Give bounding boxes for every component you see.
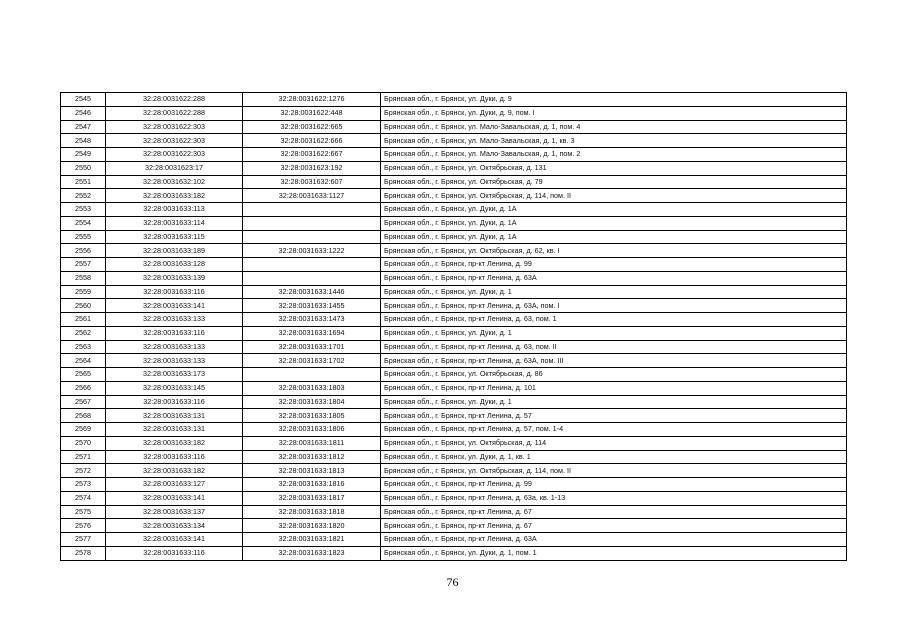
object-cadastral-number-cell: 32:28:0031633:1701 — [243, 340, 381, 354]
land-cadastral-number-cell: 32:28:0031633:145 — [106, 381, 243, 395]
table-row — [61, 478, 847, 492]
address-cell: Брянская обл., г. Брянск, пр-кт Ленина, д. 99 — [381, 258, 847, 272]
table-row — [61, 258, 847, 272]
object-cadastral-number-cell: 32:28:0031633:1702 — [243, 354, 381, 368]
table-row — [61, 230, 847, 244]
land-cadastral-number-cell: 32:28:0031633:141 — [106, 491, 243, 505]
address-cell: Брянская обл., г. Брянск, ул. Октябрьская, д. 114, пом. II — [381, 464, 847, 478]
land-cadastral-number-cell: 32:28:0031633:133 — [106, 313, 243, 327]
address-cell: Брянская обл., г. Брянск, пр-кт Ленина, д. 63А — [381, 533, 847, 547]
address-cell: Брянская обл., г. Брянск, ул. Дуки, д. 1 — [381, 326, 847, 340]
row-number-cell: 2548 — [61, 134, 106, 148]
object-cadastral-number-cell — [243, 230, 381, 244]
property-registry-table — [60, 92, 847, 561]
land-cadastral-number-cell: 32:28:0031633:114 — [106, 216, 243, 230]
object-cadastral-number-cell: 32:28:0031633:1818 — [243, 505, 381, 519]
table-row — [61, 148, 847, 162]
land-cadastral-number-cell: 32:28:0031633:116 — [106, 395, 243, 409]
row-number-cell: 2562 — [61, 326, 106, 340]
object-cadastral-number-cell: 32:28:0031633:1805 — [243, 409, 381, 423]
object-cadastral-number-cell: 32:28:0031633:1455 — [243, 299, 381, 313]
address-cell: Брянская обл., г. Брянск, ул. Дуки, д. 1, кв. 1 — [381, 450, 847, 464]
land-cadastral-number-cell: 32:28:0031622:288 — [106, 106, 243, 120]
land-cadastral-number-cell: 32:28:0031633:127 — [106, 478, 243, 492]
land-cadastral-number-cell: 32:28:0031633:116 — [106, 450, 243, 464]
table-row — [61, 244, 847, 258]
row-number-cell: 2576 — [61, 519, 106, 533]
table-row — [61, 285, 847, 299]
row-number-cell: 2570 — [61, 436, 106, 450]
address-cell: Брянская обл., г. Брянск, пр-кт Ленина, д. 63А, пом. III — [381, 354, 847, 368]
row-number-cell: 2557 — [61, 258, 106, 272]
row-number-cell: 2545 — [61, 93, 106, 107]
object-cadastral-number-cell — [243, 216, 381, 230]
address-cell: Брянская обл., г. Брянск, ул. Дуки, д. 1 — [381, 285, 847, 299]
page-number: 76 — [446, 575, 459, 589]
object-cadastral-number-cell: 32:28:0031632:607 — [243, 175, 381, 189]
table-row — [61, 491, 847, 505]
row-number-cell: 2550 — [61, 161, 106, 175]
table-row — [61, 409, 847, 423]
row-number-cell: 2551 — [61, 175, 106, 189]
table-row — [61, 93, 847, 107]
row-number-cell: 2556 — [61, 244, 106, 258]
row-number-cell: 2564 — [61, 354, 106, 368]
land-cadastral-number-cell: 32:28:0031622:303 — [106, 134, 243, 148]
land-cadastral-number-cell: 32:28:0031633:137 — [106, 505, 243, 519]
table-row — [61, 395, 847, 409]
land-cadastral-number-cell: 32:28:0031632:102 — [106, 175, 243, 189]
land-cadastral-number-cell: 32:28:0031633:116 — [106, 546, 243, 560]
land-cadastral-number-cell: 32:28:0031633:131 — [106, 423, 243, 437]
object-cadastral-number-cell: 32:28:0031633:1817 — [243, 491, 381, 505]
table-row — [61, 271, 847, 285]
table-row — [61, 340, 847, 354]
land-cadastral-number-cell: 32:28:0031633:182 — [106, 189, 243, 203]
object-cadastral-number-cell: 32:28:0031633:1446 — [243, 285, 381, 299]
table-row — [61, 134, 847, 148]
address-cell: Брянская обл., г. Брянск, ул. Мало-Завальская, д. 1, кв. 3 — [381, 134, 847, 148]
table-row — [61, 354, 847, 368]
address-cell: Брянская обл., г. Брянск, ул. Октябрьская, д. 86 — [381, 368, 847, 382]
table-row — [61, 423, 847, 437]
address-cell: Брянская обл., г. Брянск, ул. Дуки, д. 1А — [381, 203, 847, 217]
object-cadastral-number-cell: 32:28:0031633:1813 — [243, 464, 381, 478]
land-cadastral-number-cell: 32:28:0031633:134 — [106, 519, 243, 533]
address-cell: Брянская обл., г. Брянск, пр-кт Ленина, д. 57 — [381, 409, 847, 423]
object-cadastral-number-cell — [243, 203, 381, 217]
address-cell: Брянская обл., г. Брянск, пр-кт Ленина, д. 67 — [381, 519, 847, 533]
row-number-cell: 2569 — [61, 423, 106, 437]
land-cadastral-number-cell: 32:28:0031633:141 — [106, 533, 243, 547]
address-cell: Брянская обл., г. Брянск, пр-кт Ленина, д. 63А, пом. I — [381, 299, 847, 313]
land-cadastral-number-cell: 32:28:0031633:141 — [106, 299, 243, 313]
table-row — [61, 546, 847, 560]
address-cell: Брянская обл., г. Брянск, ул. Дуки, д. 1А — [381, 216, 847, 230]
table-row — [61, 120, 847, 134]
table-row — [61, 505, 847, 519]
table-row — [61, 533, 847, 547]
address-cell: Брянская обл., г. Брянск, ул. Дуки, д. 1А — [381, 230, 847, 244]
address-cell: Брянская обл., г. Брянск, ул. Дуки, д. 9 — [381, 93, 847, 107]
table-row — [61, 216, 847, 230]
land-cadastral-number-cell: 32:28:0031633:115 — [106, 230, 243, 244]
row-number-cell: 2552 — [61, 189, 106, 203]
object-cadastral-number-cell: 32:28:0031633:1473 — [243, 313, 381, 327]
address-cell: Брянская обл., г. Брянск, ул. Дуки, д. 1, пом. 1 — [381, 546, 847, 560]
table-row — [61, 368, 847, 382]
table-row — [61, 381, 847, 395]
object-cadastral-number-cell — [243, 368, 381, 382]
object-cadastral-number-cell: 32:28:0031633:1222 — [243, 244, 381, 258]
land-cadastral-number-cell: 32:28:0031633:116 — [106, 285, 243, 299]
object-cadastral-number-cell: 32:28:0031622:666 — [243, 134, 381, 148]
row-number-cell: 2561 — [61, 313, 106, 327]
row-number-cell: 2563 — [61, 340, 106, 354]
row-number-cell: 2567 — [61, 395, 106, 409]
row-number-cell: 2555 — [61, 230, 106, 244]
address-cell: Брянская обл., г. Брянск, ул. Октябрьская, д. 62, кв. I — [381, 244, 847, 258]
object-cadastral-number-cell — [243, 271, 381, 285]
address-cell: Брянская обл., г. Брянск, ул. Мало-Завальская, д. 1, пом. 2 — [381, 148, 847, 162]
row-number-cell: 2553 — [61, 203, 106, 217]
address-cell: Брянская обл., г. Брянск, пр-кт Ленина, д. 63, пом. II — [381, 340, 847, 354]
land-cadastral-number-cell: 32:28:0031633:116 — [106, 326, 243, 340]
row-number-cell: 2554 — [61, 216, 106, 230]
table-row — [61, 313, 847, 327]
object-cadastral-number-cell: 32:28:0031633:1804 — [243, 395, 381, 409]
object-cadastral-number-cell: 32:28:0031622:1276 — [243, 93, 381, 107]
address-cell: Брянская обл., г. Брянск, ул. Дуки, д. 9, пом. I — [381, 106, 847, 120]
address-cell: Брянская обл., г. Брянск, ул. Октябрьская, д. 131 — [381, 161, 847, 175]
address-cell: Брянская обл., г. Брянск, ул. Мало-Завальская, д. 1, пом. 4 — [381, 120, 847, 134]
row-number-cell: 2559 — [61, 285, 106, 299]
row-number-cell: 2571 — [61, 450, 106, 464]
row-number-cell: 2577 — [61, 533, 106, 547]
table-row — [61, 519, 847, 533]
address-cell: Брянская обл., г. Брянск, ул. Октябрьская, д. 114, пом. II — [381, 189, 847, 203]
row-number-cell: 2566 — [61, 381, 106, 395]
row-number-cell: 2560 — [61, 299, 106, 313]
object-cadastral-number-cell: 32:28:0031633:1821 — [243, 533, 381, 547]
row-number-cell: 2549 — [61, 148, 106, 162]
table-row — [61, 464, 847, 478]
row-number-cell: 2575 — [61, 505, 106, 519]
address-cell: Брянская обл., г. Брянск, пр-кт Ленина, д. 99 — [381, 478, 847, 492]
land-cadastral-number-cell: 32:28:0031633:189 — [106, 244, 243, 258]
object-cadastral-number-cell: 32:28:0031633:1816 — [243, 478, 381, 492]
row-number-cell: 2547 — [61, 120, 106, 134]
object-cadastral-number-cell: 32:28:0031622:667 — [243, 148, 381, 162]
land-cadastral-number-cell: 32:28:0031633:133 — [106, 340, 243, 354]
row-number-cell: 2574 — [61, 491, 106, 505]
table-row — [61, 436, 847, 450]
table-row — [61, 189, 847, 203]
row-number-cell: 2565 — [61, 368, 106, 382]
land-cadastral-number-cell: 32:28:0031633:139 — [106, 271, 243, 285]
address-cell: Брянская обл., г. Брянск, пр-кт Ленина, д. 67 — [381, 505, 847, 519]
table-row — [61, 326, 847, 340]
land-cadastral-number-cell: 32:28:0031622:288 — [106, 93, 243, 107]
object-cadastral-number-cell: 32:28:0031633:1694 — [243, 326, 381, 340]
row-number-cell: 2573 — [61, 478, 106, 492]
row-number-cell: 2546 — [61, 106, 106, 120]
land-cadastral-number-cell: 32:28:0031633:173 — [106, 368, 243, 382]
object-cadastral-number-cell: 32:28:0031633:1820 — [243, 519, 381, 533]
object-cadastral-number-cell: 32:28:0031622:665 — [243, 120, 381, 134]
table-row — [61, 450, 847, 464]
table-row — [61, 161, 847, 175]
object-cadastral-number-cell: 32:28:0031633:1811 — [243, 436, 381, 450]
land-cadastral-number-cell: 32:28:0031622:303 — [106, 148, 243, 162]
land-cadastral-number-cell: 32:28:0031633:113 — [106, 203, 243, 217]
row-number-cell: 2572 — [61, 464, 106, 478]
address-cell: Брянская обл., г. Брянск, ул. Октябрьская, д. 114 — [381, 436, 847, 450]
address-cell: Брянская обл., г. Брянск, пр-кт Ленина, д. 57, пом. 1-4 — [381, 423, 847, 437]
address-cell: Брянская обл., г. Брянск, пр-кт Ленина, д. 63а, кв. 1-13 — [381, 491, 847, 505]
object-cadastral-number-cell: 32:28:0031633:1803 — [243, 381, 381, 395]
object-cadastral-number-cell: 32:28:0031633:1806 — [243, 423, 381, 437]
address-cell: Брянская обл., г. Брянск, ул. Дуки, д. 1 — [381, 395, 847, 409]
object-cadastral-number-cell — [243, 258, 381, 272]
land-cadastral-number-cell: 32:28:0031633:133 — [106, 354, 243, 368]
land-cadastral-number-cell: 32:28:0031623:17 — [106, 161, 243, 175]
table-row — [61, 203, 847, 217]
object-cadastral-number-cell: 32:28:0031633:1823 — [243, 546, 381, 560]
object-cadastral-number-cell: 32:28:0031633:1127 — [243, 189, 381, 203]
object-cadastral-number-cell: 32:28:0031633:1812 — [243, 450, 381, 464]
object-cadastral-number-cell: 32:28:0031622:448 — [243, 106, 381, 120]
table-row — [61, 175, 847, 189]
registry-table-body — [61, 93, 847, 561]
land-cadastral-number-cell: 32:28:0031633:182 — [106, 436, 243, 450]
land-cadastral-number-cell: 32:28:0031633:182 — [106, 464, 243, 478]
address-cell: Брянская обл., г. Брянск, пр-кт Ленина, д. 101 — [381, 381, 847, 395]
address-cell: Брянская обл., г. Брянск, ул. Октябрьская, д. 79 — [381, 175, 847, 189]
land-cadastral-number-cell: 32:28:0031633:131 — [106, 409, 243, 423]
object-cadastral-number-cell: 32:28:0031623:192 — [243, 161, 381, 175]
table-row — [61, 106, 847, 120]
address-cell: Брянская обл., г. Брянск, пр-кт Ленина, д. 63, пом. 1 — [381, 313, 847, 327]
row-number-cell: 2558 — [61, 271, 106, 285]
address-cell: Брянская обл., г. Брянск, пр-кт Ленина, д. 63А — [381, 271, 847, 285]
row-number-cell: 2578 — [61, 546, 106, 560]
land-cadastral-number-cell: 32:28:0031633:128 — [106, 258, 243, 272]
land-cadastral-number-cell: 32:28:0031622:303 — [106, 120, 243, 134]
row-number-cell: 2568 — [61, 409, 106, 423]
table-row — [61, 299, 847, 313]
